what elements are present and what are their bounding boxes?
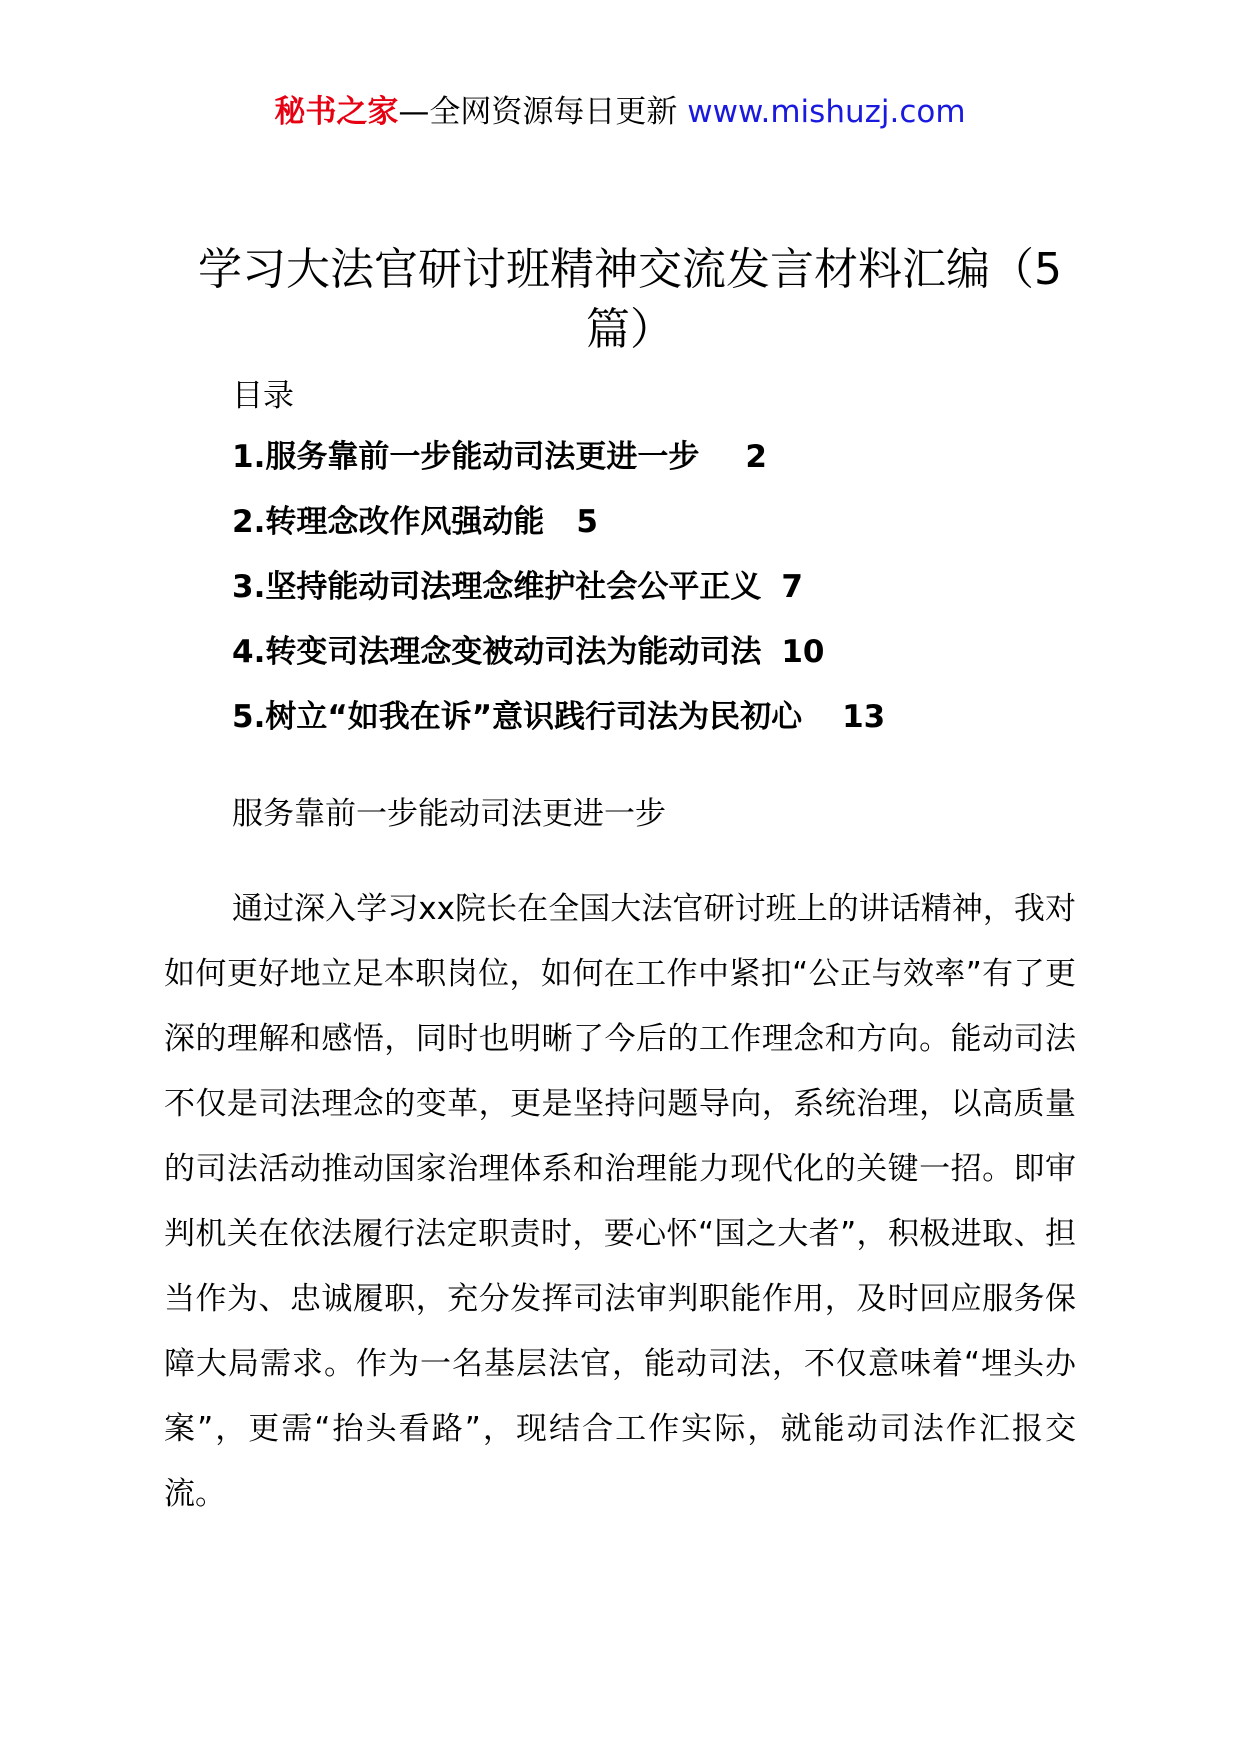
table-of-contents [232,437,885,762]
toc-entry-page: 2 [745,439,767,475]
toc-entry[interactable] [232,632,885,697]
toc-entry-page: 13 [842,699,886,735]
toc-entry-page: 5 [576,504,598,540]
toc-entry-label: 5.树立“如我在诉”意识践行司法为民初心 [232,699,803,735]
section-title: 服务靠前一步能动司法更进一步 [232,796,666,832]
toc-entry[interactable] [232,697,885,762]
toc-entry-label: 2.转理念改作风强动能 [232,504,545,540]
toc-entry[interactable] [232,567,885,632]
toc-entry-label: 3.坚持能动司法理念维护社会公平正义 [232,569,762,605]
toc-entry[interactable] [232,437,885,502]
header-slogan: —全网资源每日更新 [398,94,678,130]
brand-name: 秘书之家 [274,94,399,130]
toc-entry-page: 7 [781,569,803,605]
body-paragraph: 通过深入学习xx院长在全国大法官研讨班上的讲话精神，我对如何更好地立足本职岗位，如何在工作中紧扣“公正与效率”有了更深的理解和感悟，同时也明晰了今后的工作理念和方向。能动司法不仅是司法理念的变革，更是坚持问题导向，系统治理，以高质量的司法活动推动国家治理体系和治理能力现代化的关键一招。即审判机关在依法履行法定职责时，要心怀“国之大者”，积极进取、担当作为、忠诚履职，充分发挥司法审判职能作用，及时回应服务保障大局需求。作为一名基层法官，能动司法，不仅意味着“埋头办案”，更需“抬头看路”，现结合工作实际，就能动司法作汇报交流。 [164,891,1076,1512]
toc-entry-label: 1.服务靠前一步能动司法更进一步 [232,439,700,475]
toc-heading: 目录 [232,378,294,414]
toc-entry-page: 10 [781,634,825,670]
document-title: 学习大法官研讨班精神交流发言材料汇编（5篇） [198,244,1062,355]
site-header [0,92,1240,132]
toc-entry-label: 4.转变司法理念变被动司法为能动司法 [232,634,762,670]
site-url-link[interactable]: www.mishuzj.com [687,94,966,130]
toc-entry[interactable] [232,502,885,567]
